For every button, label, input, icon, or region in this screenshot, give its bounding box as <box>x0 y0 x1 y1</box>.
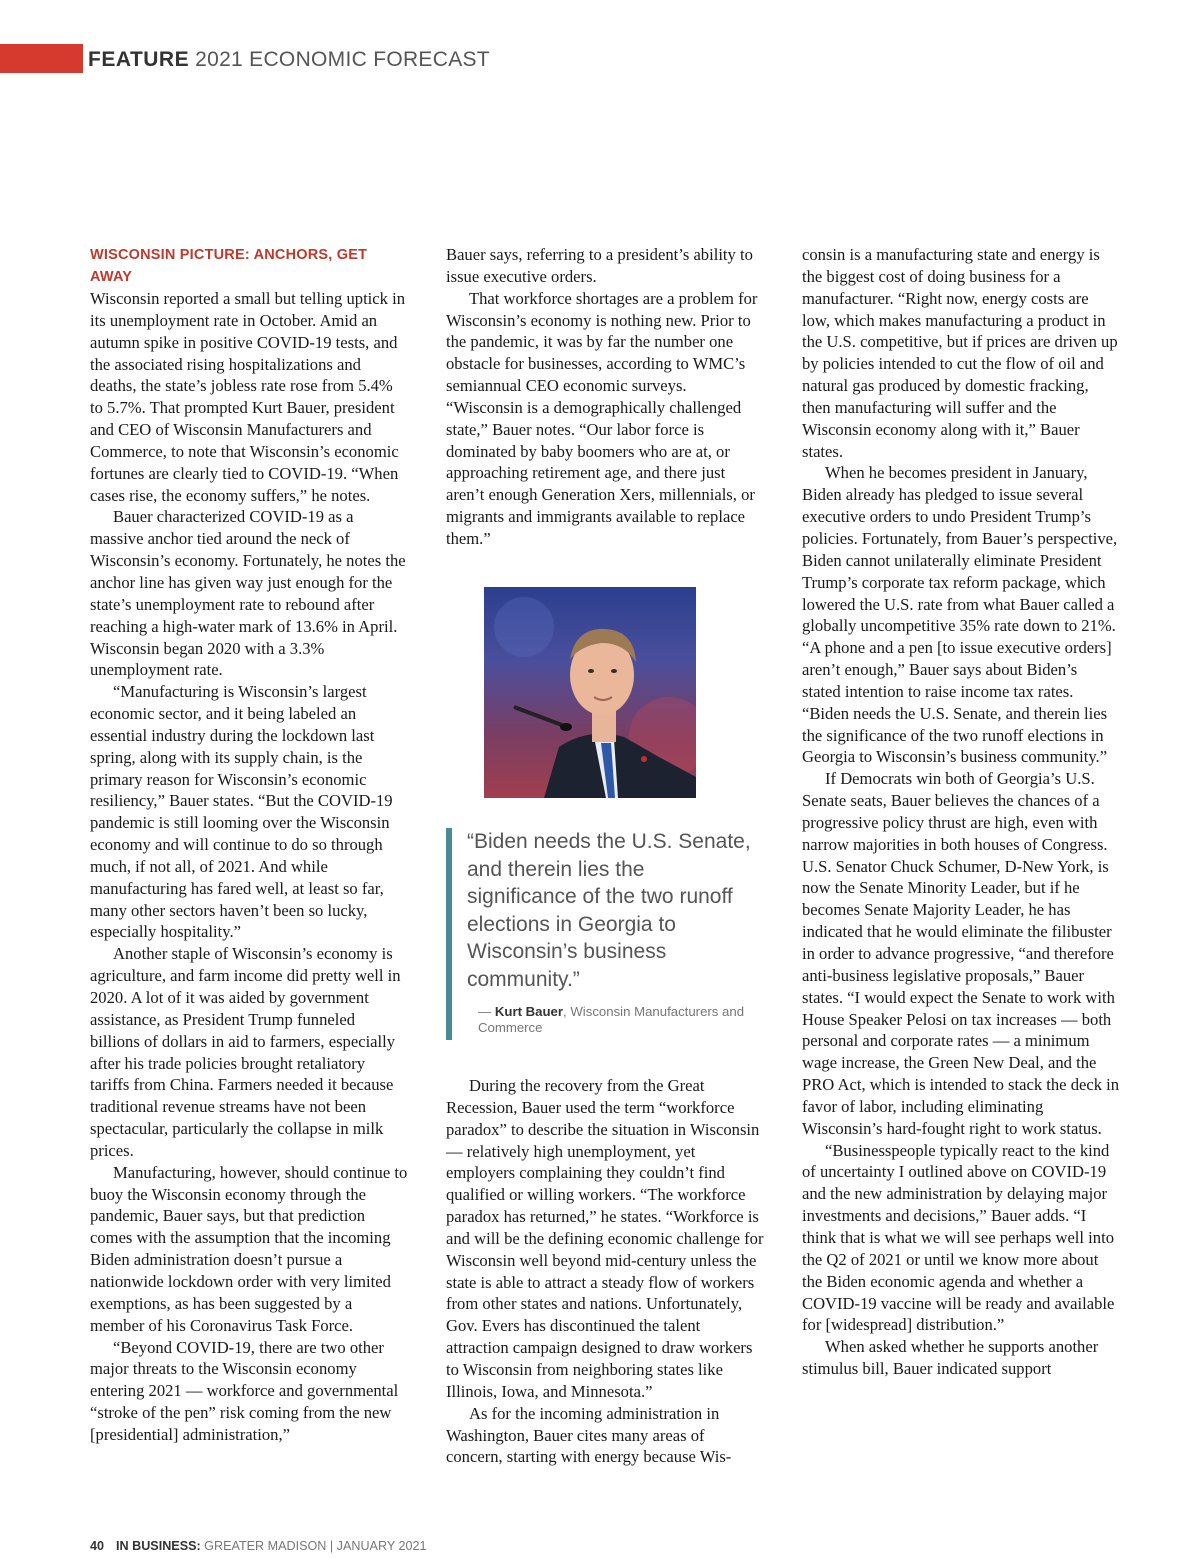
article-paragraph: When he becomes president in January, Biden already has pledged to issue several executive orders to undo President Trump’s policies. Fortunately, from Bauer’s perspective, Biden cannot unilaterally eliminate President Trump’s corporate tax reform package, which lowered the U.S. rate from what Bauer called a globally uncompetitive 35% rate down to 21%. “A phone and a pen [to issue executive orders] aren’t enough,” Bauer says about Biden’s stated intention to raise income tax rates. “Biden needs the U.S. Senate, and therein lies the significance of the two runoff elections in Georgia to Wisconsin’s business community.” <box>802 463 1118 767</box>
attribution-dash: — <box>478 1004 495 1019</box>
article-column-1 <box>90 244 408 1446</box>
article-paragraph: If Democrats win both of Georgia’s U.S. Senate seats, Bauer believes the chances of a progressive policy thrust are high, even with narrow majorities in both houses of Congress. U.S. Senator Chuck Schumer, D-New York, is now the Senate Minority Leader, but if he becomes Senate Majority Leader, he has indicated that he would eliminate the filibuster in order to advance progressive, “and therefore anti-business legislative proposals,” Bauer states. “I would expect the Senate to work with House Speaker Pelosi on tax increases — both personal and corporate rates — a minimum wage increase, the Green New Deal, and the PRO Act, which is intended to stack the deck in favor of labor, including eliminating Wisconsin’s hard-fought right to work status. <box>802 769 1120 1138</box>
article-paragraph: That workforce shortages are a problem for Wisconsin’s economy is nothing new. Prior to the pandemic, it was by far the number one obstacle for businesses, according to WMC’s semiannual CEO economic surveys. “Wisconsin is a demographically challenged state,” Bauer notes. “Our labor force is dominated by baby boomers who are at, or approaching retirement age, and there just aren’t enough Generation Xers, millennials, or migrants and immigrants available to replace them.” <box>446 288 758 548</box>
pull-quote-attribution <box>478 1004 748 1036</box>
article-paragraph: Another staple of Wisconsin’s economy is agriculture, and farm income did pretty well in 2020. A lot of it was aided by government assistance, as President Trump funneled billions of dollars in aid to farmers, especially after his trade policies brought retaliatory tariffs from China. Farmers needed it because traditional revenue streams have not been spectacular, particularly the collapse in milk prices. <box>90 944 401 1160</box>
attribution-name: Kurt Bauer <box>494 1004 564 1019</box>
article-subhead: WISCONSIN PICTURE: ANCHORS, GET AWAY <box>90 247 368 285</box>
publication-name: IN BUSINESS: <box>116 1539 201 1553</box>
header-accent-bar <box>0 44 83 73</box>
edition-info: GREATER MADISON | JANUARY 2021 <box>200 1539 427 1553</box>
article-paragraph: “Beyond COVID-19, there are two other major threats to the Wisconsin economy entering 2021 — workforce and governmental “stroke of the pen” risk coming from the new [presidential] administration,” <box>90 1337 399 1444</box>
article-column-2-top <box>446 244 764 550</box>
header-kicker: FEATURE <box>88 48 190 71</box>
pull-quote-text: “Biden needs the U.S. Senate, and therein lies the significance of the two runoff elections in Georgia to Wisconsin’s business community.” <box>467 830 751 991</box>
article-paragraph: Wisconsin reported a small but telling uptick in its unemployment rate in October. Amid an autumn spike in positive COVID-19 tests, and the associated rising hospitalizations and deaths, the state’s jobless rate rose from 5.4% to 5.7%. That prompted Kurt Bauer, president and CEO of Wisconsin Manufacturers and Commerce, to note that Wisconsin’s economic fortunes are clearly tied to COVID-19. “When cases rise, the economy suffers,” he notes. <box>90 289 406 505</box>
article-paragraph: When asked whether he supports another stimulus bill, Bauer indicated support <box>802 1337 1099 1379</box>
article-paragraph: Bauer says, referring to a president’s ability to issue executive orders. <box>446 245 753 286</box>
article-paragraph: consin is a manufacturing state and energy is the biggest cost of doing business for a manufacturer. “Right now, energy costs are low, which makes manufacturing a product in the U.S. competitive, but if prices are driven up by policies intended to cut the flow of oil and natural gas produced by domestic fracking, then manufacturing will suffer and the Wisconsin economy along with it,” Bauer states. <box>802 245 1118 461</box>
article-paragraph: As for the incoming administration in Washington, Bauer cites many areas of concern, starting with energy because Wis- <box>446 1403 732 1467</box>
page-header <box>88 44 490 73</box>
header-section: 2021 ECONOMIC FORECAST <box>195 48 490 71</box>
article-paragraph: “Businesspeople typically react to the kind of uncertainty I outlined above on COVID-19 and the new administration by delaying major investments and decisions,” Bauer adds. “I think that is what we will see perhaps well into the Q2 of 2021 or until we know more about the Biden economic agenda and whether a COVID-19 vaccine will be ready and available for [widespread] distribution.” <box>802 1140 1115 1335</box>
portrait-photo <box>484 587 696 798</box>
portrait-illustration <box>484 587 696 798</box>
page-footer <box>90 1536 427 1556</box>
article-paragraph: Bauer characterized COVID-19 as a massive anchor tied around the neck of Wisconsin’s economy. Fortunately, he notes the anchor line has given way just enough for the state’s unemployment rate to rebound after reaching a high-water mark of 13.6% in April. Wisconsin began 2020 with a 3.3% unemployment rate. <box>90 507 406 680</box>
pull-quote <box>446 828 752 1040</box>
article-paragraph: Manufacturing, however, should continue to buoy the Wisconsin economy through the pandemic, Bauer says, but that prediction comes with the assumption that the incoming Biden administration doesn’t pursue a nationwide lockdown order with very limited exemptions, as has been suggested by a member of his Coronavirus Task Force. <box>90 1162 408 1335</box>
article-column-2-bottom <box>446 1075 764 1468</box>
attribution-affiliation: , Wisconsin Manufacturers and Commerce <box>478 1004 745 1035</box>
article-paragraph: During the recovery from the Great Recession, Bauer used the term “workforce paradox” to describe the situation in Wisconsin — relatively high unemployment, yet employers complaining they couldn’t find qualified or willing workers. “The workforce paradox has returned,” he states. “Workforce is and will be the defining economic challenge for Wisconsin well beyond mid-century unless the state is able to attract a steady flow of workers from other states and nations. Unfortunately, Gov. Evers has discontinued the talent attraction campaign designed to draw workers to Wisconsin from neighboring states like Illinois, Iowa, and Minnesota.” <box>446 1076 764 1401</box>
page-number: 40 <box>90 1539 105 1553</box>
article-column-3 <box>802 244 1120 1380</box>
article-paragraph: “Manufacturing is Wisconsin’s largest economic sector, and it being labeled an essential industry during the lockdown last spring, along with its supply chain, is the primary reason for Wisconsin’s economic resiliency,” Bauer states. “But the COVID-19 pandemic is still looming over the Wisconsin economy and will continue to do so through much, if not all, of 2021. And while manufacturing has fared well, at least so far, many other sectors haven’t been so lucky, especially hospitality.” <box>90 682 393 942</box>
